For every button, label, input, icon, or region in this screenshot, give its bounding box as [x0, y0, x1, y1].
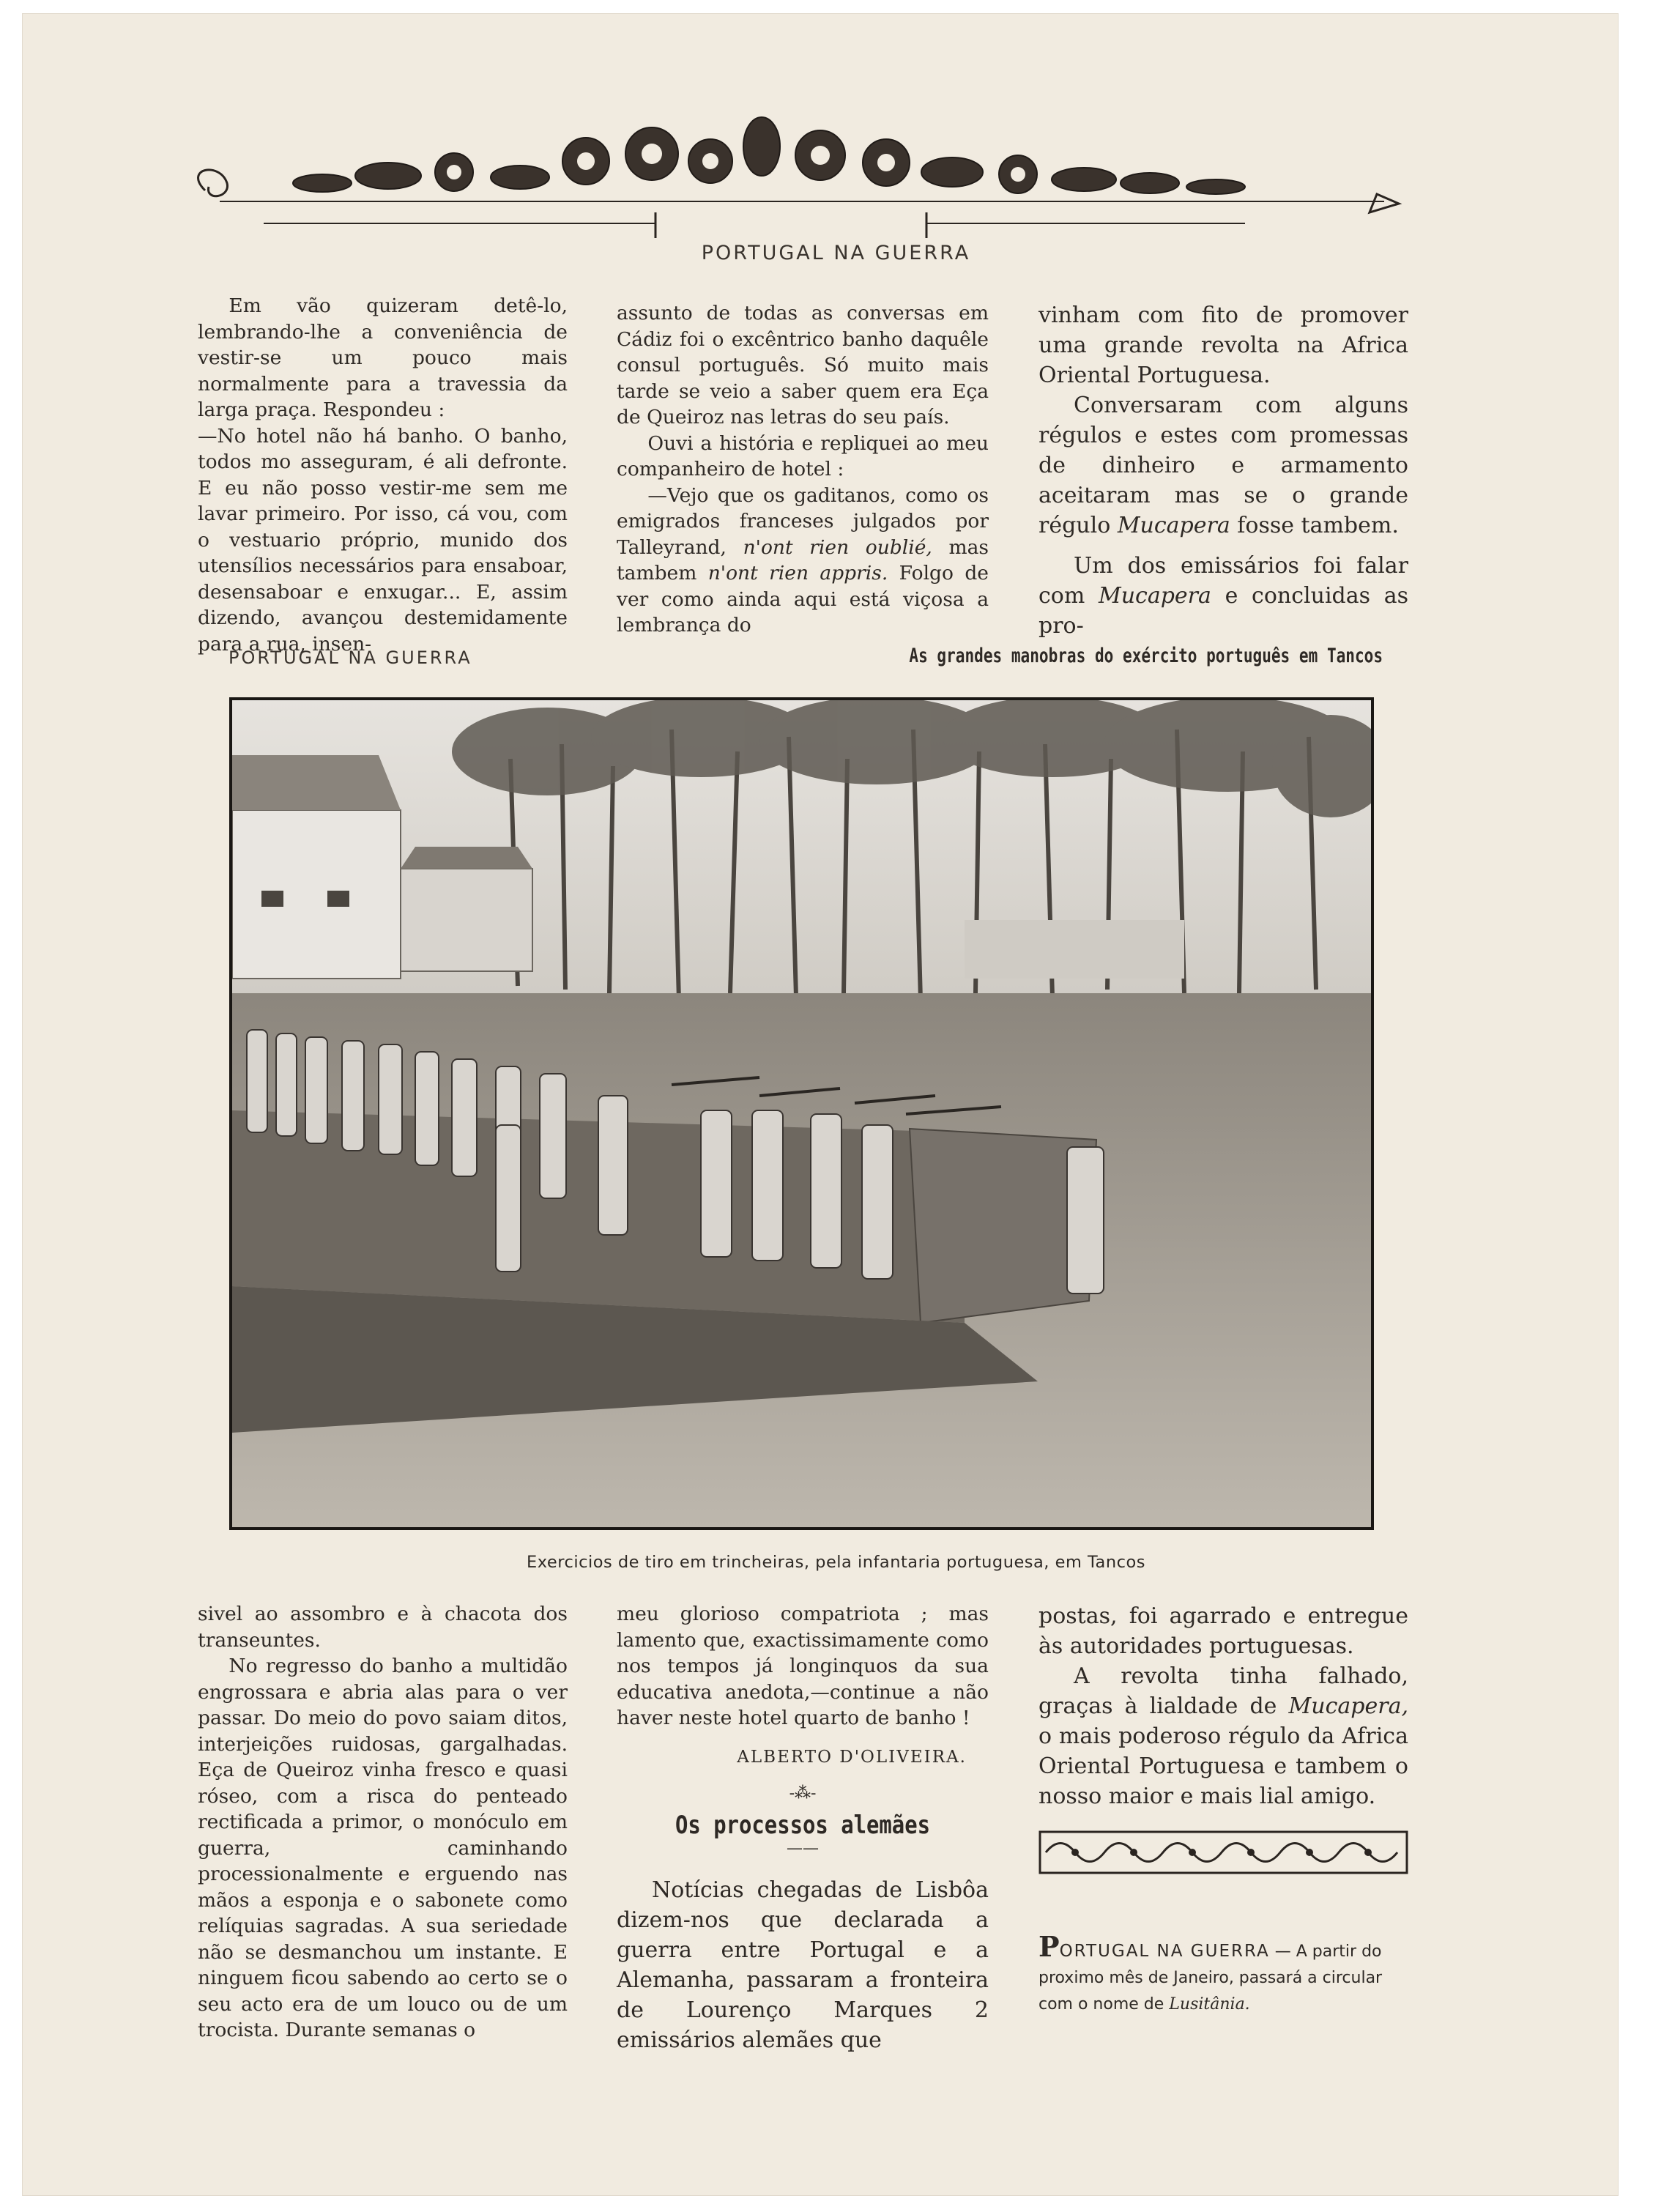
- flourish-icon: -⁂-: [789, 1784, 817, 1803]
- soldiers-trench-photo-icon: [229, 697, 1374, 1530]
- notice-brand: ORTUGAL NA GUERRA: [1059, 1942, 1270, 1961]
- floral-banner-icon: [176, 110, 1406, 293]
- paragraph: Conversaram com alguns régulos e estes com promessas de dinheiro e armamento aceitaram mas se o grande régulo Mucapera fosse tambem.: [1039, 393, 1408, 538]
- article-column-bottom-left: [198, 1601, 568, 2044]
- running-head: PORTUGAL NA GUERRA: [701, 242, 971, 264]
- paragraph: —No hotel não há banho. O banho, todos mo asseguram, é ali defronte. E eu não posso vestir-me sem me lavar primeiro. Por isso, cá vou, com o vestuario próprio, munido dos utensílios necessários para ensaboar, desensaboar e enxugar... E, assim dizendo, avançou destemidamente para a rua, insen-: [198, 424, 568, 656]
- notice-text: — A partir do proximo mês de Janeiro, passará a circular com o nome de: [1039, 1942, 1383, 2014]
- article-column-top-left: [198, 293, 568, 657]
- photo-running-head: PORTUGAL NA GUERRA: [228, 647, 472, 668]
- paragraph: Notícias chegadas de Lisbôa dizem-nos que declarada a guerra entre Portugal e a Alemanha, passaram a fronteira de Lourenço Marques 2 emissários alemães que: [617, 1877, 989, 2053]
- section-title: Os processos alemães: [675, 1810, 930, 1840]
- author-signature: ALBERTO D'OLIVEIRA.: [737, 1747, 967, 1767]
- article-column-bottom-right: [1039, 1601, 1408, 2018]
- paragraph: Em vão quizeram detê-lo, lembrando-lhe a conveniência de vestir-se um pouco mais normalmente para a travessia da larga praça. Respondeu :: [198, 294, 568, 421]
- paragraph: sivel ao assombro e à chacota dos transeuntes.: [198, 1603, 568, 1652]
- article-column-bottom-middle: [617, 1601, 989, 2055]
- photo-caption: Exercicios de tiro em trincheiras, pela infantaria portuguesa, em Tancos: [527, 1553, 1145, 1572]
- paragraph: Um dos emissários foi falar com Mucapera e concluidas as pro-: [1039, 553, 1408, 639]
- article-column-top-right: [1039, 300, 1408, 641]
- paragraph: No regresso do banho a multidão engrossara e abria alas para o ver passar. Do meio do povo saiam ditos, interjeições ruidosas, gargalhadas. Eça de Queiroz vinha fresco e quasi róseo, com a risca do penteado rectificada a primor, o monóculo em guerra, caminhando processionalmente e erguendo nas mãos a esponja e o sabonete como relíquias sagradas. A sua seriedade não se desmanchou um instante. E ninguem ficou sabendo ao certo se o seu acto era de um louco ou de um trocista. Durante semanas o: [198, 1655, 568, 2041]
- paragraph: —Vejo que os gaditanos, como os emigrados franceses julgados por Talleyrand, n'ont rien oublié, mas tambem n'ont rien appris. Folgo de ver como ainda aqui está viçosa a lembrança do: [617, 483, 989, 636]
- paragraph: postas, foi agarrado e entregue às autoridades portuguesas.: [1039, 1603, 1408, 1659]
- paragraph: Ouvi a história e repliquei ao meu companheiro de hotel :: [617, 431, 989, 480]
- ornamental-divider-icon: [1039, 1830, 1408, 1874]
- paragraph: A revolta tinha falhado, graças à lialdade de Mucapera, o mais poderoso régulo da Africa Oriental Portuguesa e tambem o nosso maior e mais lial amigo.: [1039, 1663, 1408, 1809]
- paragraph: meu glorioso compatriota ; mas lamento que, exactissimamente como nos tempos já longinquos da sua educativa anedota,—continue a não haver neste hotel quarto de banho !: [617, 1603, 989, 1729]
- paragraph: assunto de todas as conversas em Cádiz foi o excêntrico banho daquêle consul português. Só muito mais tarde se veio a saber quem era Eça de Queiroz nas letras do seu país.: [617, 302, 989, 428]
- notice-name: Lusitânia.: [1169, 1995, 1250, 2014]
- notice-initial: P: [1039, 1930, 1060, 1963]
- photo-title: As grandes manobras do exército português em Tancos: [909, 645, 1383, 667]
- paragraph: vinham com fito de promover uma grande revolta na Africa Oriental Portuguesa.: [1039, 303, 1408, 388]
- article-column-top-middle: [617, 300, 989, 639]
- title-rule: ——: [787, 1839, 819, 1857]
- publication-notice: [1039, 1930, 1408, 2018]
